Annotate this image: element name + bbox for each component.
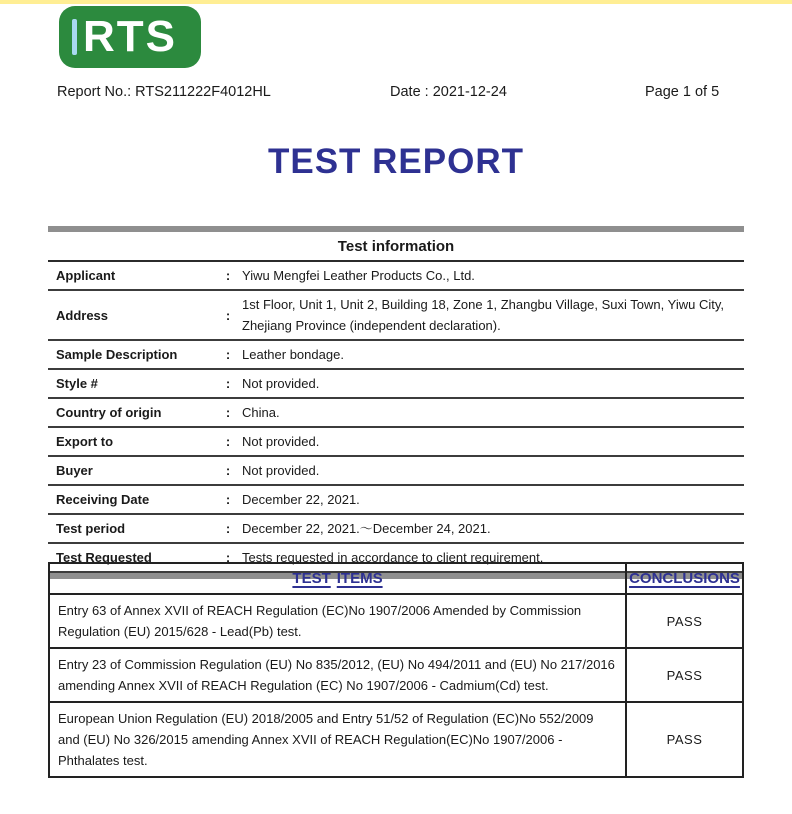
conclusions-header: CONCLUSIONS bbox=[629, 570, 740, 587]
field-colon: : bbox=[225, 268, 231, 283]
table-row bbox=[48, 457, 744, 486]
field-colon: : bbox=[225, 492, 231, 507]
field-colon: : bbox=[225, 307, 231, 323]
field-label: Test Requested bbox=[56, 550, 152, 565]
page-indicator: Page 1 of 5 bbox=[645, 84, 720, 100]
table-row bbox=[48, 291, 744, 341]
result-row bbox=[50, 701, 742, 776]
field-colon: : bbox=[225, 405, 231, 420]
field-label: Test period bbox=[56, 521, 126, 536]
report-number: Report No.: RTS211222F4012HL bbox=[57, 84, 271, 100]
table-row bbox=[48, 262, 744, 291]
field-label: Buyer bbox=[56, 463, 93, 478]
report-date: Date : 2021-12-24 bbox=[390, 84, 507, 100]
field-label: Address bbox=[56, 307, 109, 323]
field-value: Leather bondage. bbox=[242, 347, 344, 362]
table-row bbox=[48, 428, 744, 457]
field-label: Export to bbox=[56, 434, 114, 449]
conclusions-header-cell bbox=[627, 564, 742, 593]
test-items-word: ITEMS bbox=[336, 570, 383, 587]
test-information-title: Test information bbox=[48, 232, 744, 262]
field-value: Tests requested in accordance to client requirement. bbox=[242, 550, 544, 565]
field-value: Yiwu Mengfei Leather Products Co., Ltd. bbox=[242, 268, 475, 283]
field-value: China. bbox=[242, 405, 280, 420]
field-value: Not provided. bbox=[242, 463, 320, 478]
field-label: Sample Description bbox=[56, 347, 178, 362]
rts-logo bbox=[59, 6, 201, 68]
field-value: Not provided. bbox=[242, 376, 320, 391]
conclusion-value: PASS bbox=[666, 613, 703, 629]
field-colon: : bbox=[225, 434, 231, 449]
field-colon: : bbox=[225, 463, 231, 478]
test-items-header-cell bbox=[50, 564, 627, 593]
logo-text: RTS bbox=[83, 12, 177, 61]
report-header-line bbox=[0, 84, 792, 102]
page-top-strip bbox=[0, 0, 792, 4]
result-row bbox=[50, 593, 742, 647]
test-item-text: Entry 23 of Commission Regulation (EU) No 835/2012, (EU) No 494/2011 and (EU) No 217/2016 amending Annex XVII of REACH Regulation (EC) No 1907/2006 - Cadmium(Cd) test. bbox=[50, 649, 627, 701]
field-colon: : bbox=[225, 550, 231, 565]
table-row bbox=[48, 370, 744, 399]
conclusion-value: PASS bbox=[666, 667, 703, 683]
test-items-word: TEST bbox=[292, 570, 331, 587]
field-value: Not provided. bbox=[242, 434, 320, 449]
logo-accent-mark bbox=[72, 19, 77, 55]
field-label: Receiving Date bbox=[56, 492, 150, 507]
field-value: December 22, 2021.～December 24, 2021. bbox=[242, 521, 491, 536]
result-row bbox=[50, 647, 742, 701]
field-label: Style # bbox=[56, 376, 98, 391]
conclusion-value: PASS bbox=[666, 732, 703, 747]
test-items-header bbox=[292, 568, 382, 589]
page-title: TEST REPORT bbox=[267, 142, 525, 181]
field-colon: : bbox=[225, 376, 231, 391]
test-information-table bbox=[48, 226, 744, 579]
field-value: December 22, 2021. bbox=[242, 492, 360, 507]
table-row bbox=[48, 399, 744, 428]
table-row bbox=[48, 341, 744, 370]
test-item-text: Entry 63 of Annex XVII of REACH Regulation (EC)No 1907/2006 Amended by Commission Regulation (EU) 2015/628 - Lead(Pb) test. bbox=[50, 595, 627, 647]
field-colon: : bbox=[225, 521, 231, 536]
table-row bbox=[48, 486, 744, 515]
field-colon: : bbox=[225, 347, 231, 362]
field-value: 1st Floor, Unit 1, Unit 2, Building 18, Zone 1, Zhangbu Village, Suxi Town, Yiwu City, Zhejiang Province (independent declaration). bbox=[242, 297, 724, 333]
results-table bbox=[48, 562, 744, 778]
results-header-row bbox=[50, 564, 742, 593]
field-label: Applicant bbox=[56, 268, 116, 283]
field-label: Country of origin bbox=[56, 405, 162, 420]
table-row bbox=[48, 515, 744, 544]
test-item-text: European Union Regulation (EU) 2018/2005 and Entry 51/52 of Regulation (EC)No 552/2009 and (EU) No 326/2015 amending Annex XVII of REACH Regulation(EC)No 1907/2006 - Phthalates test. bbox=[50, 703, 627, 776]
